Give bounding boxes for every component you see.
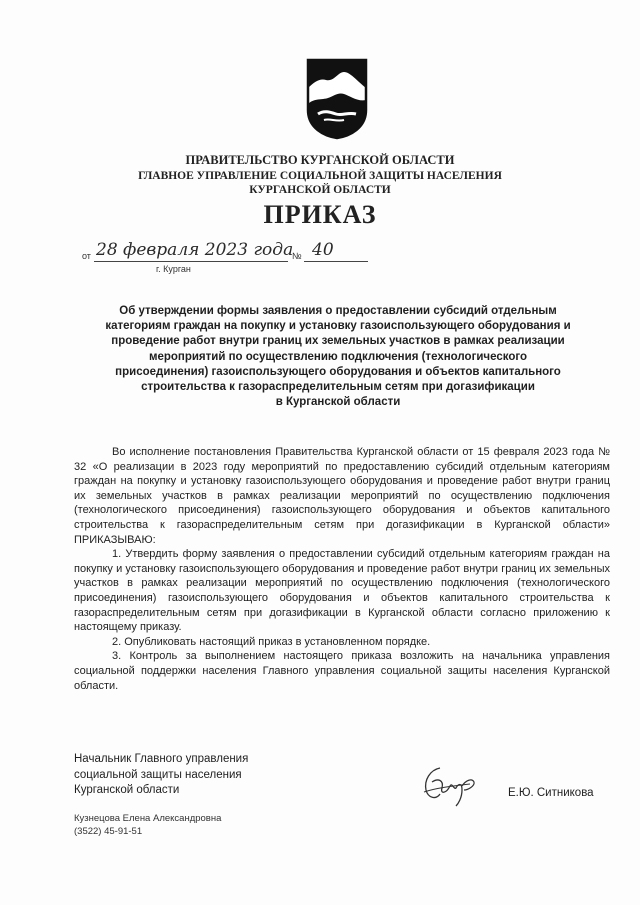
number-underline bbox=[304, 261, 368, 262]
executor-phone: (3522) 45-91-51 bbox=[74, 826, 143, 837]
date-underline bbox=[94, 261, 288, 262]
coat-of-arms-icon bbox=[304, 58, 370, 140]
handwritten-number: 40 bbox=[312, 240, 334, 260]
signer-position bbox=[74, 752, 248, 799]
org-name-line3: КУРГАНСКОЙ ОБЛАСТИ bbox=[249, 184, 391, 196]
signer-name: Е.Ю. Ситникова bbox=[508, 787, 594, 799]
org-name-line2: ГЛАВНОЕ УПРАВЛЕНИЕ СОЦИАЛЬНОЙ ЗАЩИТЫ НАСЕЛЕНИЯ bbox=[138, 170, 502, 182]
handwritten-signature-icon bbox=[418, 764, 478, 808]
city-label: г. Курган bbox=[156, 264, 191, 274]
title-line: присоединения) газоиспользующего оборудования и объектов капитального bbox=[115, 365, 561, 378]
number-label: № bbox=[292, 251, 302, 261]
date-from-label: от bbox=[82, 251, 91, 261]
title-line: проведение работ внутри границ их земельных участков в рамках реализации bbox=[111, 335, 565, 348]
title-line: строительства к газораспределительным сетям при догазификации bbox=[141, 381, 535, 394]
signer-position-line: социальной защиты населения bbox=[74, 768, 242, 781]
title-line: категориям граждан на покупку и установку газоиспользующего оборудования и bbox=[105, 320, 571, 333]
handwritten-date: 28 февраля 2023 года bbox=[96, 240, 294, 260]
order-body bbox=[74, 445, 610, 693]
executor-info bbox=[74, 812, 221, 838]
title-line: Об утверждении формы заявления о предоставлении субсидий отдельным bbox=[119, 305, 557, 317]
signer-position-line: Курганской области bbox=[74, 784, 180, 796]
executor-name: Кузнецова Елена Александровна bbox=[74, 813, 222, 824]
order-item-1: 1. Утвердить форму заявления о предоставлении субсидий отдельным категориям граждан на покупку и установку газоиспользующего оборудования и проведение работ внутри границ их земельных участков в рамках реализации мероприятий по осуществлению подключения (технологического присоединения) газоиспользующего оборудования и объектов капитального строительства к газораспределительным сетям при догазификации в Курганской области согласно приложению к настоящему приказу. bbox=[74, 548, 610, 634]
document-type-title: ПРИКАЗ bbox=[263, 200, 377, 229]
order-item-3: 3. Контроль за выполнением настоящего приказа возложить на начальника управления социальной поддержки населения Главного управления социальной защиты населения Курганской области. bbox=[74, 650, 610, 692]
org-name-line1: ПРАВИТЕЛЬСТВО КУРГАНСКОЙ ОБЛАСТИ bbox=[185, 153, 455, 167]
signer-position-line: Начальник Главного управления bbox=[74, 753, 249, 765]
order-title bbox=[74, 304, 602, 410]
title-line: мероприятий по осуществлению подключения (технологического bbox=[148, 350, 528, 363]
preamble-paragraph: Во исполнение постановления Правительства Курганской области от 15 февраля 2023 года № 32 «О реализации в 2023 году мероприятий по предоставлению субсидий отдельным категориям граждан на покупку и установку газоиспользующего оборудования и проведение работ внутри границ их земельных участков в рамках реализации мероприятий по осуществлению подключения (технологического присоединения) газоиспользующего оборудования и объектов капитального строительства к газораспределительным сетям при догазификации в Курганской области» ПРИКАЗЫВАЮ: bbox=[74, 446, 610, 546]
order-item-2: 2. Опубликовать настоящий приказ в установленном порядке. bbox=[112, 635, 431, 648]
title-line: в Курганской области bbox=[275, 396, 401, 409]
